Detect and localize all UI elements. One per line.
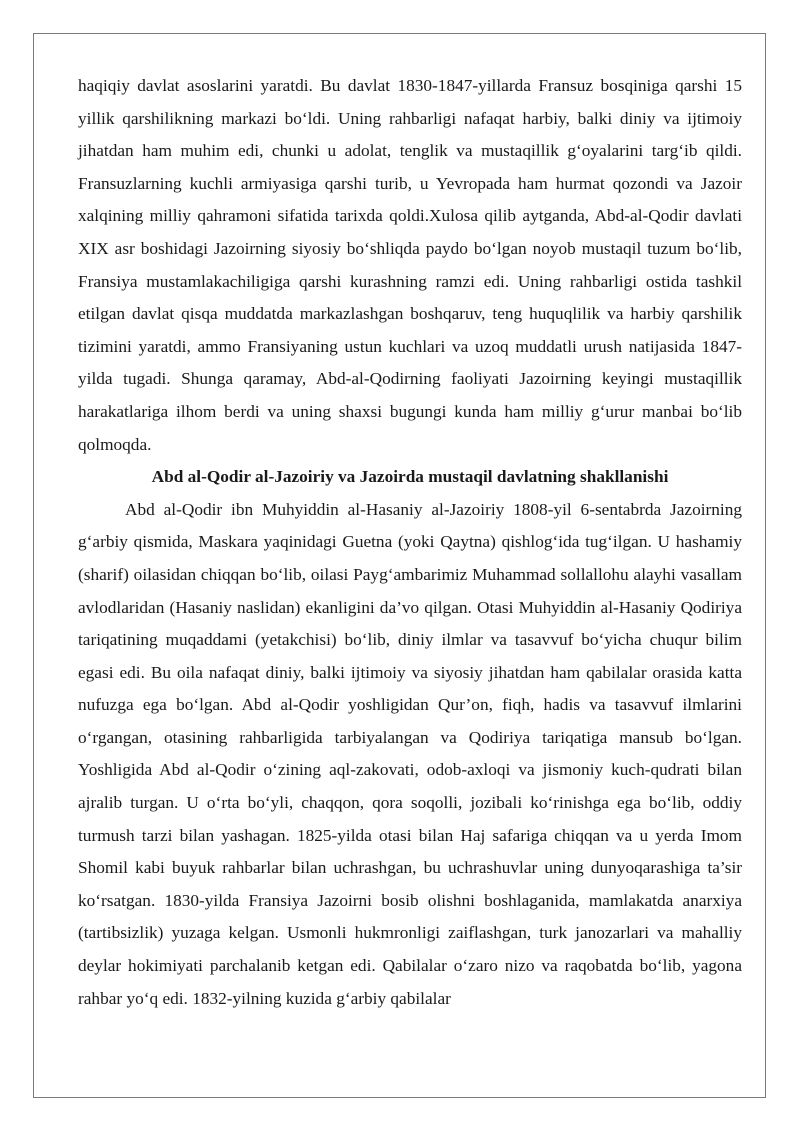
document-body (78, 70, 742, 1015)
paragraph-continuation: haqiqiy davlat asoslarini yaratdi. Bu davlat 1830-1847-yillarda Fransuz bosqiniga qarshi 15 yillik qarshilikning markazi bo‘ldi. Uning rahbarligi nafaqat harbiy, balki diniy va ijtimoiy jihatdan ham muhim edi, chunki u adolat, tenglik va mustaqillik g‘oyalarini targ‘ib qildi. Fransuzlarning kuchli armiyasiga qarshi turib, u Yevropada ham hurmat qozondi va Jazoir xalqining milliy qahramoni sifatida tarixda qoldi.Xulosa qilib aytganda, Abd-al-Qodir davlati XIX asr boshidagi Jazoirning siyosiy bo‘shliqda paydo bo‘lgan noyob mustaqil tuzum bo‘lib, Fransiya mustamlakachiligiga qarshi kurashning ramzi edi. Uning rahbarligi ostida tashkil etilgan davlat qisqa muddatda markazlashgan boshqaruv, teng huquqlilik va harbiy qarshilik tizimini yaratdi, ammo Fransiyaning ustun kuchlari va uzoq muddatli urush natijasida 1847-yilda tugadi. Shunga qaramay, Abd-al-Qodirning faoliyati Jazoirning keyingi mustaqillik harakatlariga ilhom berdi va uning shaxsi bugungi kunda ham milliy g‘urur manbai bo‘lib qolmoqda. (78, 76, 742, 454)
section-heading: Abd al-Qodir al-Jazoiriy va Jazoirda mustaqil davlatning shakllanishi (151, 467, 669, 487)
paragraph-biography: Abd al-Qodir ibn Muhyiddin al-Hasaniy al-Jazoiriy 1808-yil 6-sentabrda Jazoirning g‘arbiy qismida, Maskara yaqinidagi Guetna (yoki Qaytna) qishlog‘ida tug‘ilgan. U hashamiy (sharif) oilasidan chiqqan bo‘lib, oilasi Payg‘ambarimiz Muhammad sollallohu alayhi vasallam avlodlaridan (Hasaniy naslidan) ekanligini da’vo qilgan. Otasi Muhyiddin al-Hasaniy Qodiriya tariqatining muqaddami (yetakchisi) bo‘lib, diniy ilmlar va tasavvuf bo‘yicha chuqur bilim egasi edi. Bu oila nafaqat diniy, balki ijtimoiy va siyosiy jihatdan ham qabilalar orasida katta nufuzga ega bo‘lgan. Abd al-Qodir yoshligidan Qur’on, fiqh, hadis va tasavvuf ilmlarini o‘rgangan, otasining rahbarligida tarbiyalangan va Qodiriya tariqatiga mansub bo‘lgan. Yoshligida Abd al-Qodir o‘zining aql-zakovati, odob-axloqi va jismoniy kuch-qudrati bilan ajralib turgan. U o‘rta bo‘yli, chaqqon, qora soqolli, jozibali ko‘rinishga ega bo‘lib, oddiy turmush tarzi bilan yashagan. 1825-yilda otasi bilan Haj safariga chiqqan va u yerda Imom Shomil kabi buyuk rahbarlar bilan uchrashgan, bu uchrashuvlar uning dunyoqarashiga ta’sir ko‘rsatgan. 1830-yilda Fransiya Jazoirni bosib olishni boshlaganida, mamlakatda anarxiya (tartibsizlik) yuzaga kelgan. Usmonli hukmronligi zaiflashgan, turk janozarlari va mahalliy deylar hokimiyati parchalanib ketgan edi. Qabilalar o‘zaro nizo va raqobatda bo‘lib, yagona rahbar yo‘q edi. 1832-yilning kuzida g‘arbiy qabilalar (78, 499, 742, 1008)
